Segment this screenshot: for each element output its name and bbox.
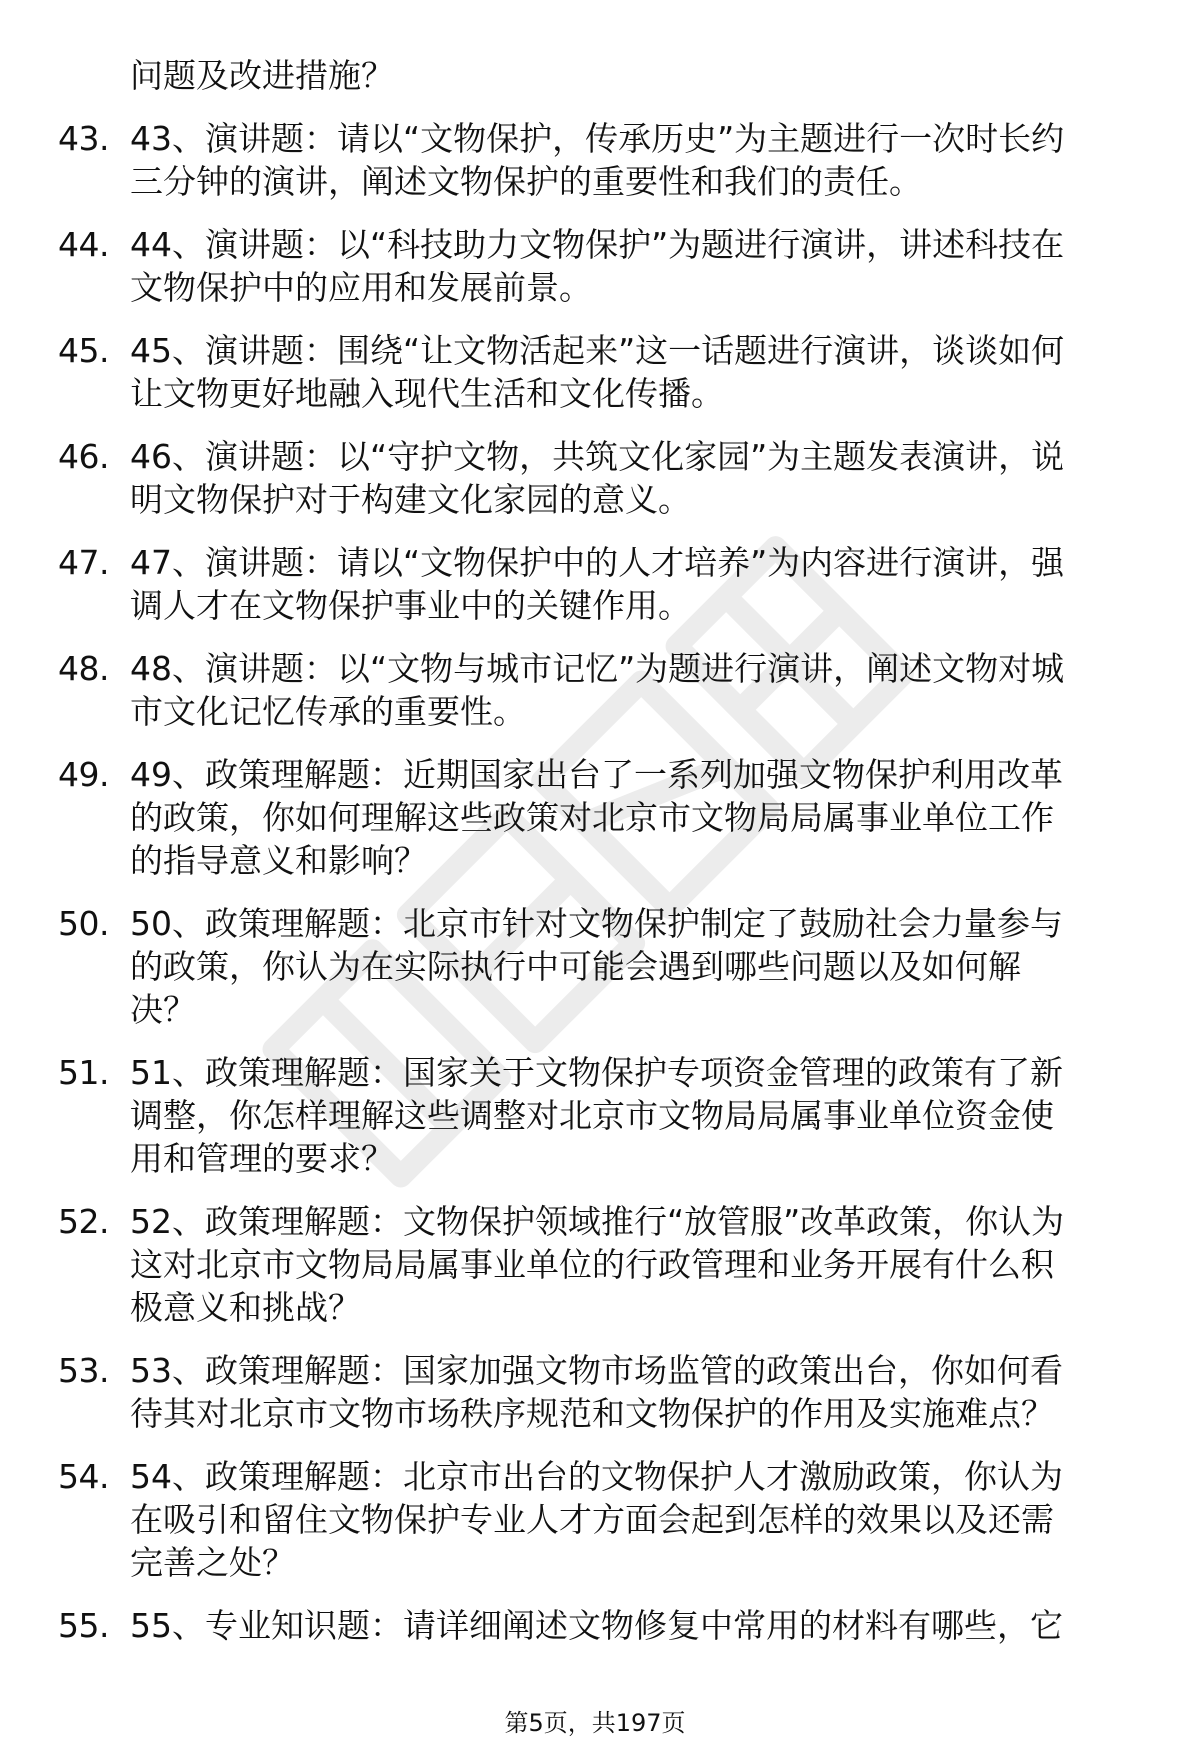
item-text-line: 47、演讲题：请以“文物保护中的人才培养”为内容进行演讲，强 xyxy=(130,543,1065,582)
item-text-line: 决？ xyxy=(130,990,196,1029)
item-text xyxy=(130,541,1168,627)
list-item xyxy=(58,435,1168,521)
continuation-text: 问题及改进措施？ xyxy=(130,56,394,95)
item-number: 44. xyxy=(58,225,109,264)
item-text xyxy=(130,1051,1168,1180)
item-text-line: 43、演讲题：请以“文物保护，传承历史”为主题进行一次时长约 xyxy=(130,119,1065,158)
item-text-line: 49、政策理解题：近期国家出台了一系列加强文物保护利用改革 xyxy=(130,755,1063,794)
item-text-line: 明文物保护对于构建文化家园的意义。 xyxy=(130,480,691,519)
item-text xyxy=(130,1604,1168,1647)
item-text-line: 的指导意义和影响？ xyxy=(130,841,427,880)
item-text-line: 这对北京市文物局局属事业单位的行政管理和业务开展有什么积 xyxy=(130,1245,1054,1284)
item-number: 47. xyxy=(58,543,109,582)
item-text-line: 52、政策理解题：文物保护领域推行“放管服”改革政策，你认为 xyxy=(130,1202,1065,1241)
item-text-line: 45、演讲题：围绕“让文物活起来”这一话题进行演讲，谈谈如何 xyxy=(130,331,1065,370)
item-text-line: 让文物更好地融入现代生活和文化传播。 xyxy=(130,374,724,413)
list-item xyxy=(58,753,1168,882)
item-number: 54. xyxy=(58,1457,109,1496)
list-item xyxy=(58,223,1168,309)
item-text-line: 53、政策理解题：国家加强文物市场监管的政策出台，你如何看 xyxy=(130,1351,1063,1390)
list-item xyxy=(58,1455,1168,1584)
item-text-line: 的政策，你如何理解这些政策对北京市文物局局属事业单位工作 xyxy=(130,798,1054,837)
item-number: 55. xyxy=(58,1606,109,1645)
item-number: 52. xyxy=(58,1202,109,1241)
list-item xyxy=(58,1604,1168,1647)
list-item xyxy=(58,647,1168,733)
page-footer: 第5页，共197页 xyxy=(504,1709,686,1737)
item-text xyxy=(130,435,1168,521)
item-text-line: 48、演讲题：以“文物与城市记忆”为题进行演讲，阐述文物对城 xyxy=(130,649,1065,688)
list-item xyxy=(58,117,1168,203)
item-text-line: 50、政策理解题：北京市针对文物保护制定了鼓励社会力量参与 xyxy=(130,904,1063,943)
question-list xyxy=(58,54,1168,1667)
item-text xyxy=(130,753,1168,882)
item-text xyxy=(130,1349,1168,1435)
item-text-line: 44、演讲题：以“科技助力文物保护”为题进行演讲，讲述科技在 xyxy=(130,225,1065,264)
list-item xyxy=(58,1200,1168,1329)
item-text-line: 市文化记忆传承的重要性。 xyxy=(130,692,526,731)
item-text-line: 调整，你怎样理解这些调整对北京市文物局局属事业单位资金使 xyxy=(130,1096,1054,1135)
list-item xyxy=(58,1051,1168,1180)
item-text-line: 在吸引和留住文物保护专业人才方面会起到怎样的效果以及还需 xyxy=(130,1500,1054,1539)
item-number: 43. xyxy=(58,119,109,158)
list-item xyxy=(58,1349,1168,1435)
list-item xyxy=(58,541,1168,627)
item-text xyxy=(130,329,1168,415)
item-number: 45. xyxy=(58,331,109,370)
item-text-line: 完善之处？ xyxy=(130,1543,295,1582)
item-text xyxy=(130,647,1168,733)
item-text-line: 46、演讲题：以“守护文物，共筑文化家园”为主题发表演讲，说 xyxy=(130,437,1065,476)
item-text-line: 54、政策理解题：北京市出台的文物保护人才激励政策，你认为 xyxy=(130,1457,1063,1496)
list-item xyxy=(58,329,1168,415)
item-text-line: 55、专业知识题：请详细阐述文物修复中常用的材料有哪些，它 xyxy=(130,1606,1063,1645)
item-number: 48. xyxy=(58,649,109,688)
item-text xyxy=(130,1455,1168,1584)
item-text xyxy=(130,1200,1168,1329)
item-text-line: 调人才在文物保护事业中的关键作用。 xyxy=(130,586,691,625)
item-text-line: 文物保护中的应用和发展前景。 xyxy=(130,268,592,307)
item-number: 49. xyxy=(58,755,109,794)
item-text-line: 用和管理的要求？ xyxy=(130,1139,394,1178)
item-text xyxy=(130,117,1168,203)
item-text xyxy=(130,223,1168,309)
item-number: 53. xyxy=(58,1351,109,1390)
item-text-line: 待其对北京市文物市场秩序规范和文物保护的作用及实施难点？ xyxy=(130,1394,1054,1433)
item-number: 51. xyxy=(58,1053,109,1092)
item-number: 46. xyxy=(58,437,109,476)
list-item xyxy=(58,902,1168,1031)
items-container xyxy=(58,117,1168,1647)
item-text xyxy=(130,902,1168,1031)
item-text-line: 三分钟的演讲，阐述文物保护的重要性和我们的责任。 xyxy=(130,162,922,201)
item-text-line: 极意义和挑战？ xyxy=(130,1288,361,1327)
item-number: 50. xyxy=(58,904,109,943)
item-text-line: 51、政策理解题：国家关于文物保护专项资金管理的政策有了新 xyxy=(130,1053,1063,1092)
item-text-line: 的政策，你认为在实际执行中可能会遇到哪些问题以及如何解 xyxy=(130,947,1021,986)
